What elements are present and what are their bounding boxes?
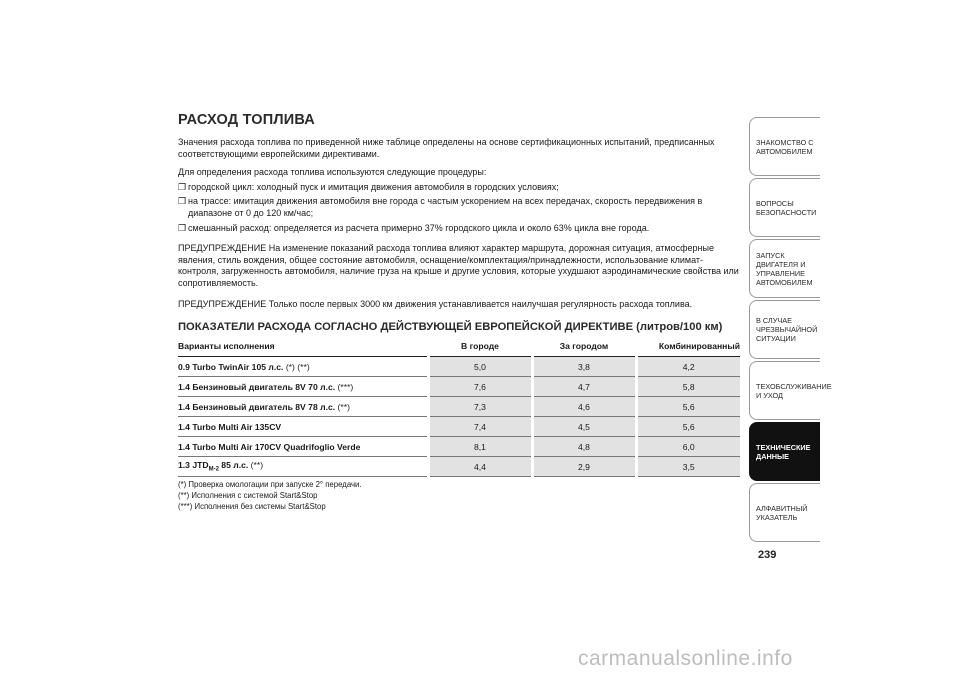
tab-index[interactable]: АЛФАВИТНЫЙ УКАЗАТЕЛЬ	[749, 483, 820, 542]
column-header: Комбинированный	[636, 336, 740, 357]
combined-value: 5,6	[636, 397, 740, 417]
engine-name-suffix: 85 л.с.	[218, 460, 249, 471]
tab-starting-driving[interactable]: ЗАПУСК ДВИГАТЕЛЯ И УПРАВЛЕНИЕ АВТОМОБИЛЕМ	[749, 239, 820, 298]
engine-subscript: M-2	[208, 466, 219, 473]
warning-paragraph: ПРЕДУПРЕЖДЕНИЕ На изменение показаний расхода топлива влияют характер маршрута, дорожная ситуация, атмосферные явления, стиль вождения, общее состояние автомобиля, оснащение/комплектация/принадлежности, использование климат-контроля, загруженность автомобиля, наличие груза на крыше и другие условия, которые ухудшают аэродинамические свойства или сопротивляемость.	[178, 243, 739, 288]
engine-cell	[178, 417, 428, 437]
city-value: 7,3	[428, 397, 532, 417]
combined-value: 3,5	[636, 457, 740, 477]
engine-name: 1.3 JTD	[178, 460, 209, 471]
table-row	[178, 357, 740, 377]
tab-technical-data[interactable]: ТЕХНИЧЕСКИЕ ДАННЫЕ	[749, 422, 820, 481]
page-number: 239	[758, 549, 777, 561]
bullet-text: городской цикл: холодный пуск и имитация движения автомобиля в городских условиях;	[188, 181, 559, 192]
engine-note: (**)	[335, 401, 350, 412]
watermark: carmanualsonline.info	[578, 647, 793, 670]
footnotes	[178, 480, 740, 512]
engine-cell	[178, 397, 428, 417]
bullet-text: смешанный расход: определяется из расчета примерно 37% городского цикла и около 63% цикла вне города.	[188, 222, 650, 233]
city-value: 5,0	[428, 357, 532, 377]
tab-safety[interactable]: ВОПРОСЫ БЕЗОПАСНОСТИ	[749, 178, 820, 237]
engine-cell	[178, 377, 428, 397]
engine-name: 1.4 Бензиновый двигатель 8V 78 л.с.	[178, 401, 336, 412]
bullet-text: на трассе: имитация движения автомобиля вне города с частым ускорением на всех передачах, скорость передвижения в диапазоне от 0 до 120 км/час;	[188, 196, 703, 218]
table-row	[178, 437, 740, 457]
footnote: (*) Проверка омологации при запуске 2° передачи.	[178, 480, 362, 490]
section-tabs	[749, 117, 832, 544]
column-header: Варианты исполнения	[178, 336, 428, 357]
engine-name: 1.4 Turbo Multi Air 135CV	[178, 421, 282, 432]
column-header: За городом	[532, 336, 636, 357]
tab-emergency[interactable]: В СЛУЧАЕ ЧРЕЗВЫЧАЙНОЙ СИТУАЦИИ	[749, 300, 820, 359]
combined-value: 5,8	[636, 377, 740, 397]
highway-value: 2,9	[532, 457, 636, 477]
engine-cell	[178, 457, 428, 477]
table-row	[178, 417, 740, 437]
tab-maintenance[interactable]: ТЕХОБСЛУЖИВАНИЕ И УХОД	[749, 361, 820, 420]
warning-paragraph: ПРЕДУПРЕЖДЕНИЕ Только после первых 3000 км движения устанавливается наилучшая регулярность расхода топлива.	[178, 298, 693, 309]
engine-name: 0.9 Turbo TwinAir 105 л.с.	[178, 361, 284, 372]
footnote: (***) Исполнения без системы Start&Stop	[178, 501, 326, 511]
checkbox-bullet-icon: ❒	[178, 181, 187, 192]
table-title: ПОКАЗАТЕЛИ РАСХОДА СОГЛАСНО ДЕЙСТВУЮЩЕЙ ЕВРОПЕЙСКОЙ ДИРЕКТИВЕ (литров/100 км)	[178, 321, 723, 334]
engine-cell	[178, 357, 428, 377]
engine-note: (***)	[335, 381, 354, 392]
highway-value: 3,8	[532, 357, 636, 377]
column-header: В городе	[428, 336, 532, 357]
highway-value: 4,6	[532, 397, 636, 417]
highway-value: 4,5	[532, 417, 636, 437]
table-row	[178, 397, 740, 417]
fuel-consumption-table	[178, 336, 740, 477]
table-row	[178, 457, 740, 477]
bullet-item	[178, 223, 740, 235]
engine-note: (**)	[248, 460, 264, 471]
combined-value: 5,6	[636, 417, 740, 437]
table-row	[178, 377, 740, 397]
engine-note: (*) (**)	[283, 361, 310, 372]
city-value: 7,4	[428, 417, 532, 437]
city-value: 4,4	[428, 457, 532, 477]
bullet-item	[178, 182, 740, 194]
combined-value: 6,0	[636, 437, 740, 457]
table-header-row	[178, 336, 740, 357]
engine-cell	[178, 437, 428, 457]
engine-name: 1.4 Turbo Multi Air 170CV Quadrifoglio Verde	[178, 441, 361, 452]
footnote: (**) Исполнения с системой Start&Stop	[178, 490, 318, 500]
checkbox-bullet-icon: ❒	[178, 196, 187, 207]
bullet-item	[178, 196, 740, 219]
procedures-intro: Для определения расхода топлива используются следующие процедуры:	[178, 167, 487, 178]
checkbox-bullet-icon: ❒	[178, 222, 187, 233]
engine-name: 1.4 Бензиновый двигатель 8V 70 л.с.	[178, 381, 336, 392]
city-value: 7,6	[428, 377, 532, 397]
city-value: 8,1	[428, 437, 532, 457]
tab-getting-to-know[interactable]: ЗНАКОМСТВО С АВТОМОБИЛЕМ	[749, 117, 820, 176]
highway-value: 4,7	[532, 377, 636, 397]
highway-value: 4,8	[532, 437, 636, 457]
combined-value: 4,2	[636, 357, 740, 377]
intro-paragraph: Значения расхода топлива по приведенной ниже таблице определены на основе сертификационных испытаний, предписанных соответствующими европейскими директивами.	[178, 137, 715, 159]
page-title: РАСХОД ТОПЛИВА	[178, 112, 315, 128]
page-content	[178, 112, 740, 513]
